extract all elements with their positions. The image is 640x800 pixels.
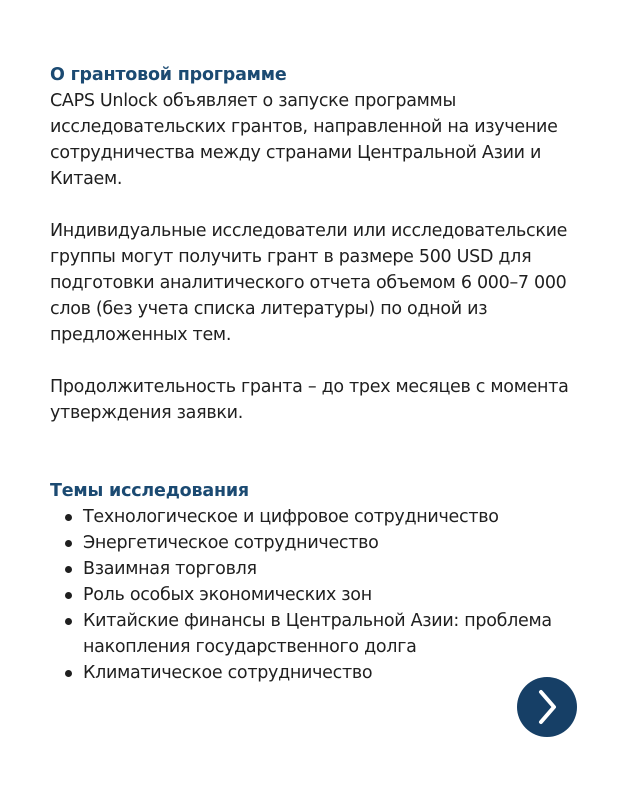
topics-heading: Темы исследования — [50, 481, 249, 501]
topics-list — [50, 504, 600, 686]
topic-text: Роль особых экономических зон — [83, 585, 372, 605]
list-item — [50, 530, 600, 556]
page-content — [50, 62, 600, 686]
list-item — [50, 504, 600, 530]
next-button[interactable] — [517, 677, 577, 737]
topic-text: накопления государственного долга — [83, 637, 417, 657]
list-item — [50, 582, 600, 608]
topic-text: Энергетическое сотрудничество — [83, 533, 379, 553]
text-line: слов (без учета списка литературы) по одной из — [50, 299, 488, 319]
text-line: Индивидуальные исследователи или исследовательские — [50, 221, 568, 241]
topic-text: Китайские финансы в Центральной Азии: проблема — [83, 611, 552, 631]
text-line: сотрудничества между странами Центральной Азии и — [50, 143, 542, 163]
text-line: предложенных тем. — [50, 325, 232, 345]
topic-text: Климатическое сотрудничество — [83, 663, 373, 683]
about-heading: О грантовой программе — [50, 65, 287, 85]
text-line: CAPS Unlock объявляет о запуске программы — [50, 91, 456, 111]
list-item — [50, 608, 600, 660]
list-item — [50, 556, 600, 582]
about-paragraph-3 — [50, 374, 600, 426]
topic-text: Взаимная торговля — [83, 559, 257, 579]
text-line: Китаем. — [50, 169, 123, 189]
text-line: исследовательских грантов, направленной на изучение — [50, 117, 558, 137]
about-paragraph-1 — [50, 88, 600, 192]
text-line: Продолжительность гранта – до трех месяцев с момента — [50, 377, 569, 397]
topic-text: Технологическое и цифровое сотрудничество — [83, 507, 499, 527]
text-line: подготовки аналитического отчета объемом 6 000–7 000 — [50, 273, 567, 293]
chevron-right-icon — [517, 677, 577, 737]
text-line: утверждения заявки. — [50, 403, 243, 423]
about-paragraph-2 — [50, 218, 600, 348]
text-line: группы могут получить грант в размере 500 USD для — [50, 247, 532, 267]
